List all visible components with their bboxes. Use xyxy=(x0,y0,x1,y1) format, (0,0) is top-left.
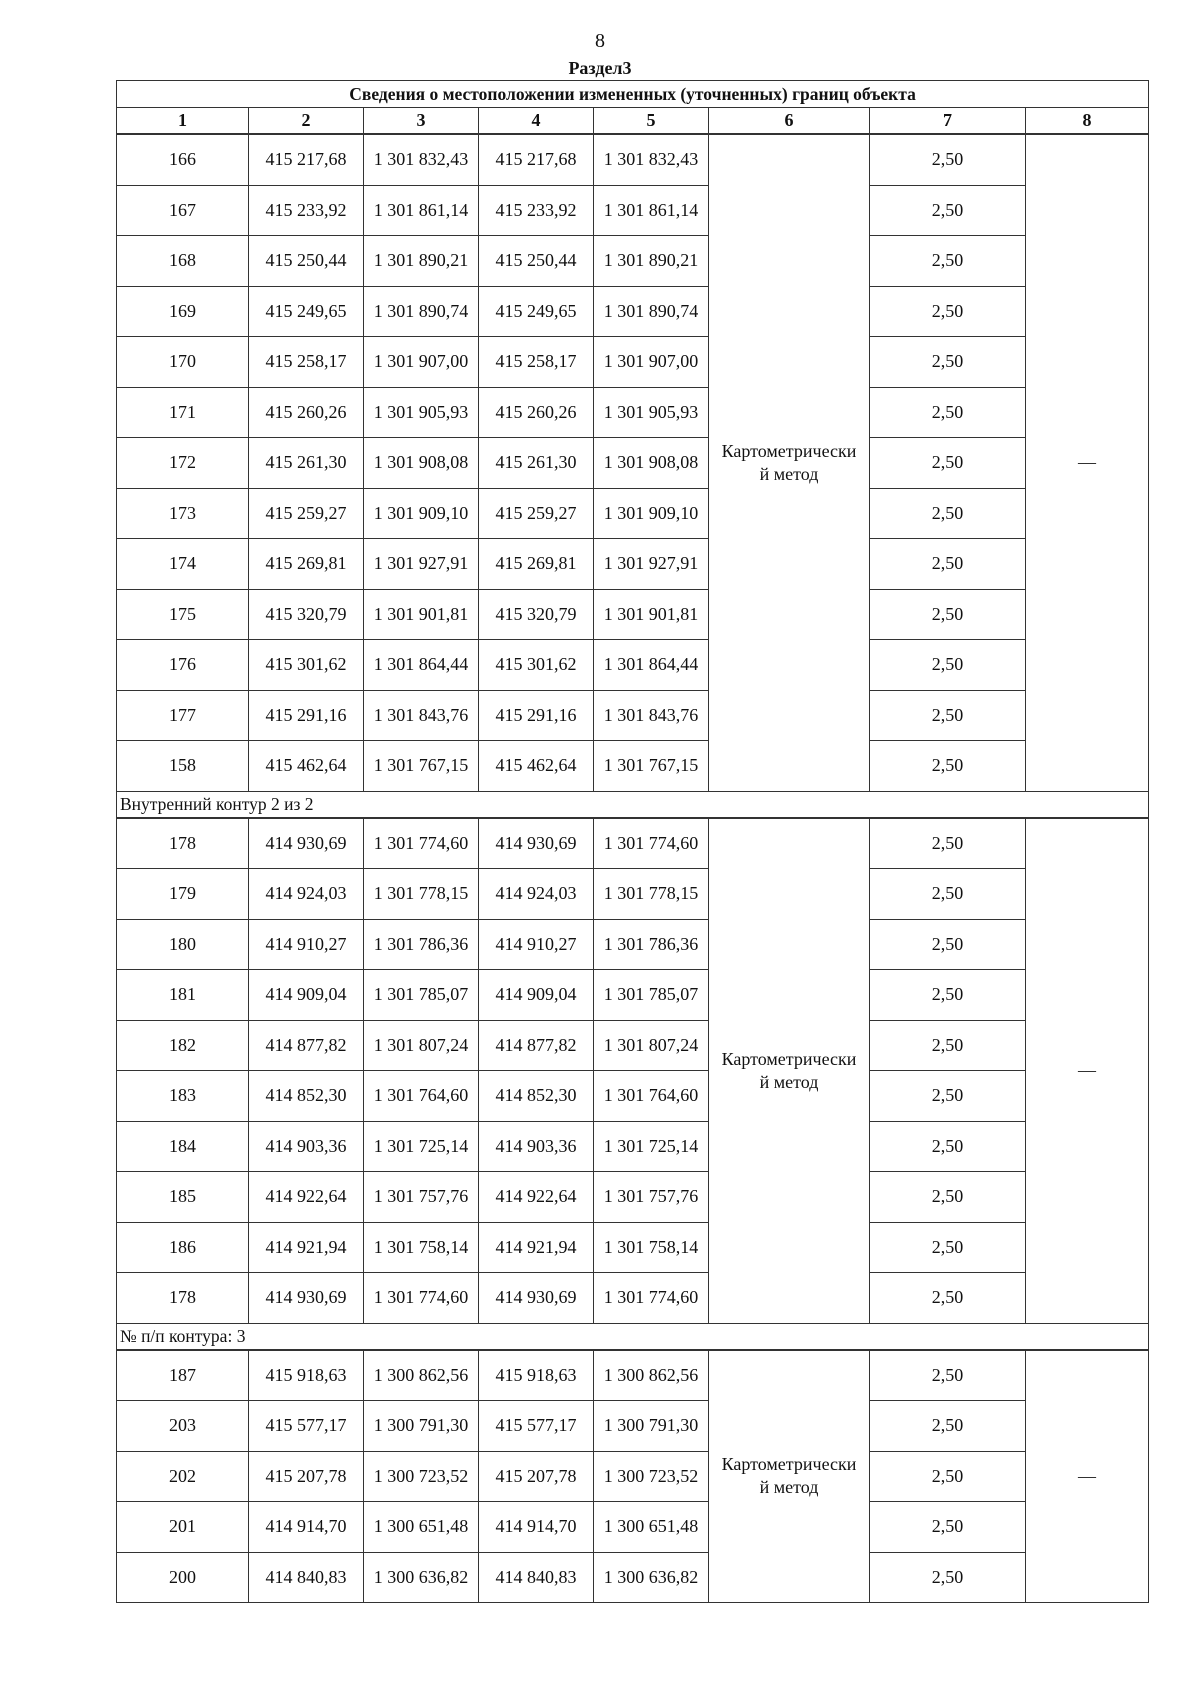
existing-y-cell: 1 300 636,82 xyxy=(364,1552,479,1603)
precision-cell: 2,50 xyxy=(870,387,1026,438)
table-row xyxy=(117,337,1149,388)
new-x-cell: 415 577,17 xyxy=(479,1401,594,1452)
table-row xyxy=(117,438,1149,489)
precision-cell: 2,50 xyxy=(870,589,1026,640)
existing-x-cell: 414 840,83 xyxy=(249,1552,364,1603)
existing-y-cell: 1 301 908,08 xyxy=(364,438,479,489)
new-y-cell: 1 301 927,91 xyxy=(594,539,709,590)
existing-x-cell: 415 291,16 xyxy=(249,690,364,741)
new-y-cell: 1 300 791,30 xyxy=(594,1401,709,1452)
new-y-cell: 1 301 757,76 xyxy=(594,1172,709,1223)
method-cell xyxy=(709,1350,870,1603)
point-number-cell: 180 xyxy=(117,919,249,970)
precision-cell: 2,50 xyxy=(870,1451,1026,1502)
new-x-cell: 414 914,70 xyxy=(479,1502,594,1553)
precision-cell: 2,50 xyxy=(870,1273,1026,1324)
new-x-cell: 414 852,30 xyxy=(479,1071,594,1122)
new-x-cell: 414 903,36 xyxy=(479,1121,594,1172)
table-row xyxy=(117,286,1149,337)
new-y-cell: 1 301 764,60 xyxy=(594,1071,709,1122)
existing-x-cell: 414 903,36 xyxy=(249,1121,364,1172)
table-row xyxy=(117,919,1149,970)
table-row xyxy=(117,1071,1149,1122)
table-row xyxy=(117,1552,1149,1603)
table-row xyxy=(117,236,1149,287)
table-row xyxy=(117,589,1149,640)
section-title: Раздел3 xyxy=(568,58,632,78)
column-number-header: 4 xyxy=(479,108,594,135)
table-row xyxy=(117,1222,1149,1273)
existing-x-cell: 414 910,27 xyxy=(249,919,364,970)
precision-cell: 2,50 xyxy=(870,1502,1026,1553)
new-x-cell: 415 207,78 xyxy=(479,1451,594,1502)
precision-cell: 2,50 xyxy=(870,1552,1026,1603)
existing-y-cell: 1 301 778,15 xyxy=(364,869,479,920)
table-row xyxy=(117,387,1149,438)
precision-cell: 2,50 xyxy=(870,640,1026,691)
point-number-cell: 185 xyxy=(117,1172,249,1223)
existing-x-cell: 414 852,30 xyxy=(249,1071,364,1122)
method-text-line: й метод xyxy=(759,1071,819,1092)
precision-cell: 2,50 xyxy=(870,488,1026,539)
precision-cell: 2,50 xyxy=(870,539,1026,590)
existing-y-cell: 1 300 862,56 xyxy=(364,1350,479,1401)
existing-y-cell: 1 301 807,24 xyxy=(364,1020,479,1071)
column-number-header: 1 xyxy=(117,108,249,135)
table-row xyxy=(117,970,1149,1021)
existing-x-cell: 414 877,82 xyxy=(249,1020,364,1071)
existing-x-cell: 415 462,64 xyxy=(249,741,364,792)
existing-x-cell: 414 922,64 xyxy=(249,1172,364,1223)
existing-y-cell: 1 301 725,14 xyxy=(364,1121,479,1172)
point-number-cell: 203 xyxy=(117,1401,249,1452)
existing-y-cell: 1 301 764,60 xyxy=(364,1071,479,1122)
point-number-cell: 178 xyxy=(117,1273,249,1324)
existing-x-cell: 415 207,78 xyxy=(249,1451,364,1502)
new-y-cell: 1 300 651,48 xyxy=(594,1502,709,1553)
new-x-cell: 415 260,26 xyxy=(479,387,594,438)
point-number-cell: 200 xyxy=(117,1552,249,1603)
point-number-cell: 173 xyxy=(117,488,249,539)
table-row xyxy=(117,134,1149,185)
existing-y-cell: 1 301 927,91 xyxy=(364,539,479,590)
new-x-cell: 414 910,27 xyxy=(479,919,594,970)
existing-y-cell: 1 301 832,43 xyxy=(364,134,479,185)
precision-cell: 2,50 xyxy=(870,1222,1026,1273)
point-number-cell: 172 xyxy=(117,438,249,489)
new-x-cell: 414 877,82 xyxy=(479,1020,594,1071)
new-x-cell: 415 217,68 xyxy=(479,134,594,185)
existing-x-cell: 414 914,70 xyxy=(249,1502,364,1553)
point-number-cell: 169 xyxy=(117,286,249,337)
existing-y-cell: 1 301 905,93 xyxy=(364,387,479,438)
existing-x-cell: 415 217,68 xyxy=(249,134,364,185)
point-number-cell: 178 xyxy=(117,818,249,869)
point-number-cell: 182 xyxy=(117,1020,249,1071)
precision-cell: 2,50 xyxy=(870,919,1026,970)
existing-y-cell: 1 300 723,52 xyxy=(364,1451,479,1502)
existing-y-cell: 1 301 861,14 xyxy=(364,185,479,236)
existing-x-cell: 415 260,26 xyxy=(249,387,364,438)
precision-cell: 2,50 xyxy=(870,869,1026,920)
table-row xyxy=(117,1121,1149,1172)
precision-cell: 2,50 xyxy=(870,134,1026,185)
column-number-header: 8 xyxy=(1026,108,1149,135)
point-number-cell: 177 xyxy=(117,690,249,741)
existing-x-cell: 415 258,17 xyxy=(249,337,364,388)
existing-x-cell: 415 269,81 xyxy=(249,539,364,590)
existing-y-cell: 1 301 907,00 xyxy=(364,337,479,388)
new-y-cell: 1 301 909,10 xyxy=(594,488,709,539)
precision-cell: 2,50 xyxy=(870,741,1026,792)
precision-cell: 2,50 xyxy=(870,286,1026,337)
new-y-cell: 1 301 774,60 xyxy=(594,818,709,869)
existing-y-cell: 1 300 651,48 xyxy=(364,1502,479,1553)
method-text-line: Картометрически xyxy=(721,1454,857,1475)
precision-cell: 2,50 xyxy=(870,1121,1026,1172)
table-caption: Сведения о местоположении измененных (уточненных) границ объекта xyxy=(117,81,1149,108)
existing-x-cell: 415 261,30 xyxy=(249,438,364,489)
point-number-cell: 201 xyxy=(117,1502,249,1553)
existing-y-cell: 1 301 757,76 xyxy=(364,1172,479,1223)
existing-y-cell: 1 301 864,44 xyxy=(364,640,479,691)
table-row xyxy=(117,488,1149,539)
new-x-cell: 415 259,27 xyxy=(479,488,594,539)
point-number-cell: 167 xyxy=(117,185,249,236)
precision-cell: 2,50 xyxy=(870,236,1026,287)
new-x-cell: 415 258,17 xyxy=(479,337,594,388)
precision-cell: 2,50 xyxy=(870,1401,1026,1452)
method-text-line: Картометрически xyxy=(721,440,857,461)
new-y-cell: 1 301 861,14 xyxy=(594,185,709,236)
point-number-cell: 184 xyxy=(117,1121,249,1172)
method-text-line: й метод xyxy=(759,1477,819,1498)
new-y-cell: 1 301 785,07 xyxy=(594,970,709,1021)
precision-cell: 2,50 xyxy=(870,1020,1026,1071)
new-y-cell: 1 300 723,52 xyxy=(594,1451,709,1502)
table-row xyxy=(117,1020,1149,1071)
existing-x-cell: 415 301,62 xyxy=(249,640,364,691)
new-y-cell: 1 301 901,81 xyxy=(594,589,709,640)
existing-y-cell: 1 301 767,15 xyxy=(364,741,479,792)
new-x-cell: 415 261,30 xyxy=(479,438,594,489)
column8-cell: — xyxy=(1026,134,1149,791)
column-number-header: 7 xyxy=(870,108,1026,135)
existing-y-cell: 1 300 791,30 xyxy=(364,1401,479,1452)
new-x-cell: 415 233,92 xyxy=(479,185,594,236)
new-y-cell: 1 300 636,82 xyxy=(594,1552,709,1603)
new-y-cell: 1 301 905,93 xyxy=(594,387,709,438)
new-y-cell: 1 301 864,44 xyxy=(594,640,709,691)
new-y-cell: 1 301 786,36 xyxy=(594,919,709,970)
existing-x-cell: 414 921,94 xyxy=(249,1222,364,1273)
existing-y-cell: 1 301 843,76 xyxy=(364,690,479,741)
precision-cell: 2,50 xyxy=(870,438,1026,489)
new-x-cell: 415 291,16 xyxy=(479,690,594,741)
table-row xyxy=(117,1350,1149,1401)
point-number-cell: 186 xyxy=(117,1222,249,1273)
column-number-header: 6 xyxy=(709,108,870,135)
new-x-cell: 415 918,63 xyxy=(479,1350,594,1401)
existing-y-cell: 1 301 890,21 xyxy=(364,236,479,287)
table-row xyxy=(117,539,1149,590)
new-y-cell: 1 301 767,15 xyxy=(594,741,709,792)
new-x-cell: 415 250,44 xyxy=(479,236,594,287)
new-y-cell: 1 301 778,15 xyxy=(594,869,709,920)
existing-y-cell: 1 301 786,36 xyxy=(364,919,479,970)
new-y-cell: 1 301 725,14 xyxy=(594,1121,709,1172)
new-y-cell: 1 301 758,14 xyxy=(594,1222,709,1273)
precision-cell: 2,50 xyxy=(870,970,1026,1021)
existing-y-cell: 1 301 909,10 xyxy=(364,488,479,539)
new-y-cell: 1 301 843,76 xyxy=(594,690,709,741)
point-number-cell: 170 xyxy=(117,337,249,388)
existing-x-cell: 414 909,04 xyxy=(249,970,364,1021)
contour-group-label: Внутренний контур 2 из 2 xyxy=(117,791,1149,818)
point-number-cell: 166 xyxy=(117,134,249,185)
new-y-cell: 1 301 774,60 xyxy=(594,1273,709,1324)
new-y-cell: 1 301 807,24 xyxy=(594,1020,709,1071)
column8-cell: — xyxy=(1026,1350,1149,1603)
existing-x-cell: 414 930,69 xyxy=(249,1273,364,1324)
column8-cell: — xyxy=(1026,818,1149,1324)
new-x-cell: 414 930,69 xyxy=(479,1273,594,1324)
existing-x-cell: 415 320,79 xyxy=(249,589,364,640)
new-y-cell: 1 301 832,43 xyxy=(594,134,709,185)
existing-x-cell: 415 233,92 xyxy=(249,185,364,236)
existing-x-cell: 414 924,03 xyxy=(249,869,364,920)
point-number-cell: 183 xyxy=(117,1071,249,1122)
new-x-cell: 415 301,62 xyxy=(479,640,594,691)
precision-cell: 2,50 xyxy=(870,185,1026,236)
point-number-cell: 179 xyxy=(117,869,249,920)
method-text-line: й метод xyxy=(759,463,819,484)
new-x-cell: 414 921,94 xyxy=(479,1222,594,1273)
existing-y-cell: 1 301 758,14 xyxy=(364,1222,479,1273)
new-x-cell: 414 924,03 xyxy=(479,869,594,920)
new-y-cell: 1 300 862,56 xyxy=(594,1350,709,1401)
existing-y-cell: 1 301 890,74 xyxy=(364,286,479,337)
existing-x-cell: 415 577,17 xyxy=(249,1401,364,1452)
point-number-cell: 202 xyxy=(117,1451,249,1502)
precision-cell: 2,50 xyxy=(870,337,1026,388)
table-row xyxy=(117,818,1149,869)
point-number-cell: 181 xyxy=(117,970,249,1021)
column-number-header: 3 xyxy=(364,108,479,135)
boundary-table xyxy=(116,80,1149,1603)
table-row xyxy=(117,1401,1149,1452)
table-row xyxy=(117,1273,1149,1324)
precision-cell: 2,50 xyxy=(870,1350,1026,1401)
table-row xyxy=(117,1451,1149,1502)
table-row xyxy=(117,1172,1149,1223)
method-text-line: Картометрически xyxy=(721,1048,857,1069)
precision-cell: 2,50 xyxy=(870,690,1026,741)
new-x-cell: 415 462,64 xyxy=(479,741,594,792)
existing-x-cell: 415 250,44 xyxy=(249,236,364,287)
precision-cell: 2,50 xyxy=(870,1172,1026,1223)
new-x-cell: 414 922,64 xyxy=(479,1172,594,1223)
new-x-cell: 414 930,69 xyxy=(479,818,594,869)
table-row xyxy=(117,640,1149,691)
existing-y-cell: 1 301 901,81 xyxy=(364,589,479,640)
existing-x-cell: 415 259,27 xyxy=(249,488,364,539)
table-row xyxy=(117,741,1149,792)
existing-x-cell: 415 918,63 xyxy=(249,1350,364,1401)
new-x-cell: 415 320,79 xyxy=(479,589,594,640)
new-y-cell: 1 301 908,08 xyxy=(594,438,709,489)
new-x-cell: 414 909,04 xyxy=(479,970,594,1021)
column-number-header: 2 xyxy=(249,108,364,135)
method-cell xyxy=(709,818,870,1324)
point-number-cell: 171 xyxy=(117,387,249,438)
new-y-cell: 1 301 890,74 xyxy=(594,286,709,337)
precision-cell: 2,50 xyxy=(870,818,1026,869)
existing-y-cell: 1 301 774,60 xyxy=(364,818,479,869)
new-x-cell: 415 269,81 xyxy=(479,539,594,590)
precision-cell: 2,50 xyxy=(870,1071,1026,1122)
new-x-cell: 414 840,83 xyxy=(479,1552,594,1603)
method-cell xyxy=(709,134,870,791)
point-number-cell: 175 xyxy=(117,589,249,640)
point-number-cell: 176 xyxy=(117,640,249,691)
table-row xyxy=(117,869,1149,920)
point-number-cell: 158 xyxy=(117,741,249,792)
point-number-cell: 174 xyxy=(117,539,249,590)
new-x-cell: 415 249,65 xyxy=(479,286,594,337)
table-row xyxy=(117,185,1149,236)
column-number-header: 5 xyxy=(594,108,709,135)
existing-y-cell: 1 301 774,60 xyxy=(364,1273,479,1324)
page-number: 8 xyxy=(595,30,605,52)
new-y-cell: 1 301 890,21 xyxy=(594,236,709,287)
existing-x-cell: 415 249,65 xyxy=(249,286,364,337)
table-row xyxy=(117,690,1149,741)
existing-y-cell: 1 301 785,07 xyxy=(364,970,479,1021)
contour-group-label: № п/п контура: 3 xyxy=(117,1323,1149,1350)
existing-x-cell: 414 930,69 xyxy=(249,818,364,869)
new-y-cell: 1 301 907,00 xyxy=(594,337,709,388)
table-row xyxy=(117,1502,1149,1553)
point-number-cell: 168 xyxy=(117,236,249,287)
point-number-cell: 187 xyxy=(117,1350,249,1401)
